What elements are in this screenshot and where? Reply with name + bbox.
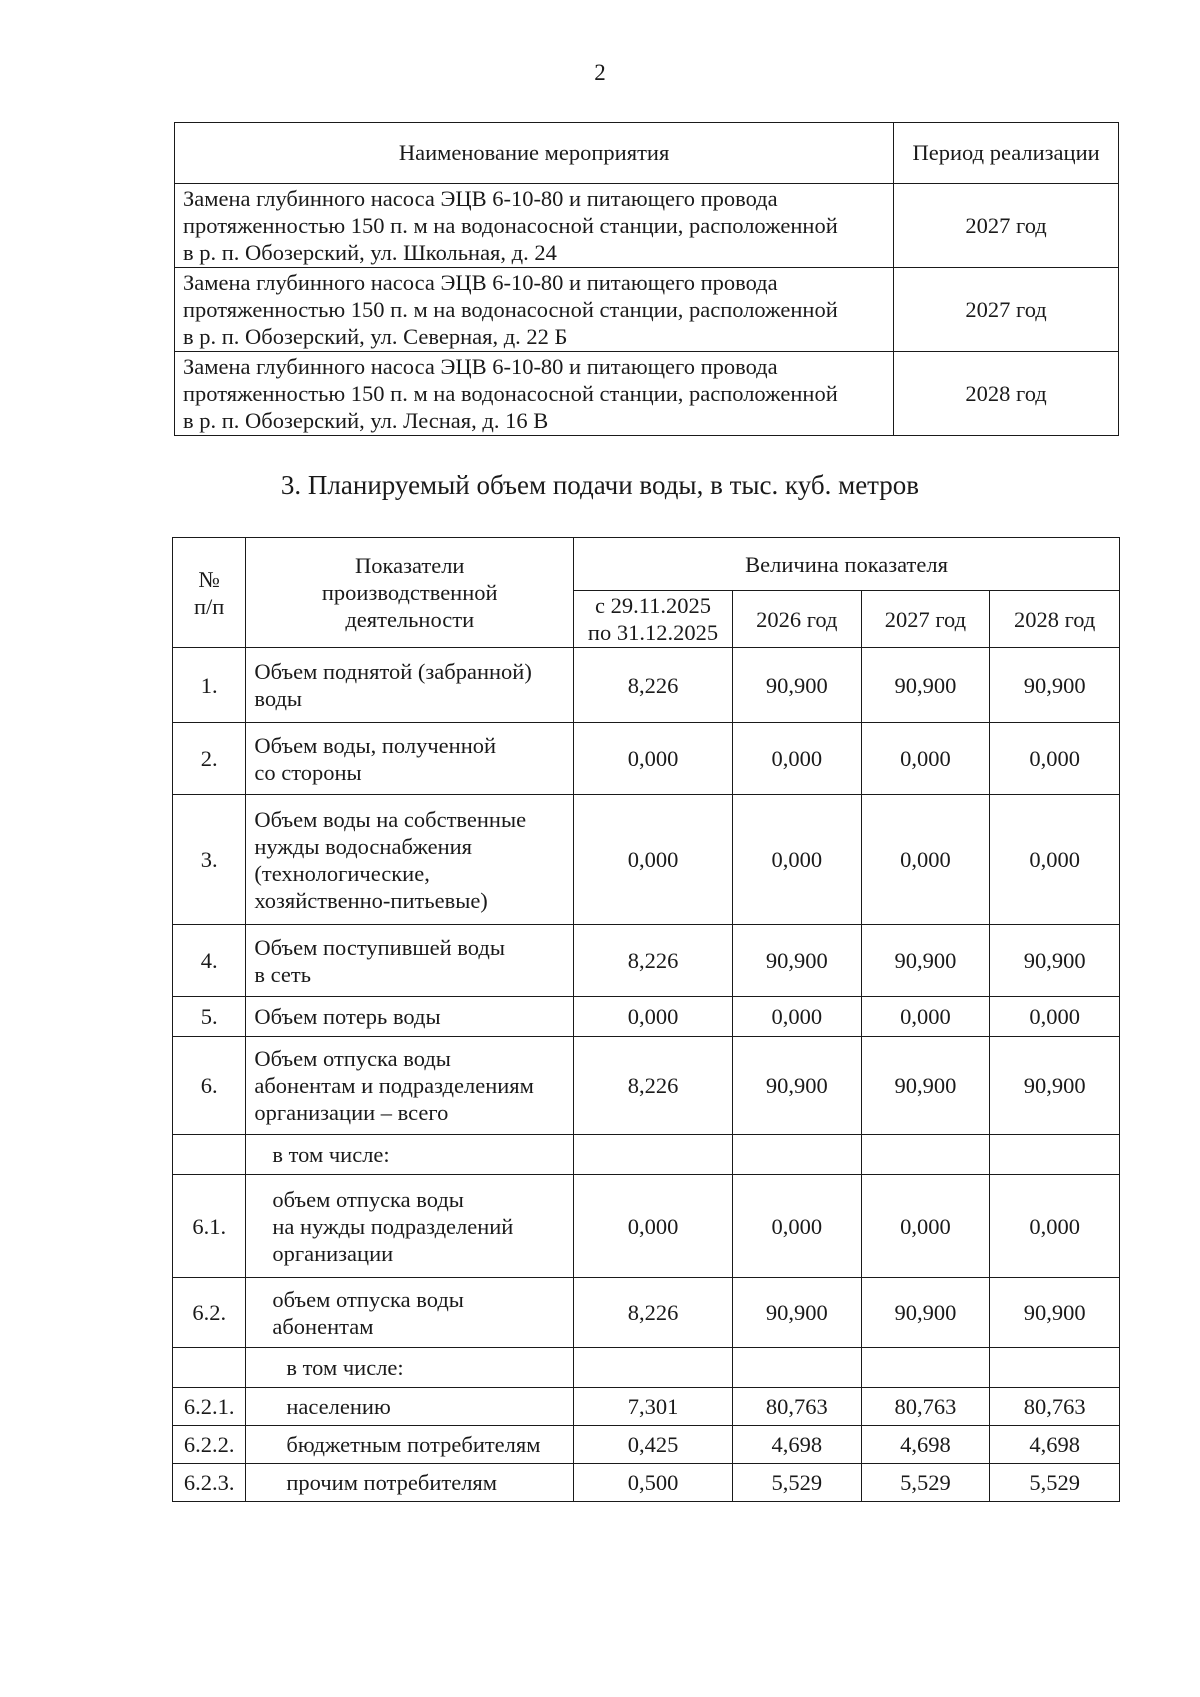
row-value-period-2: 90,900 [732, 648, 861, 723]
header-indicator-line: производственной [321, 580, 498, 605]
row-value-period-2: 0,000 [732, 795, 861, 925]
row-number [173, 1348, 246, 1388]
table-row [173, 795, 1120, 925]
row-value-period-4: 0,000 [990, 1175, 1120, 1278]
row-value-period-3: 80,763 [861, 1388, 990, 1426]
row-value-period-1: 0,000 [574, 723, 733, 795]
header-num [173, 538, 246, 648]
row-value-period-2: 80,763 [732, 1388, 861, 1426]
row-value-period-1: 0,500 [574, 1464, 733, 1502]
measure-name [175, 268, 894, 352]
header-value-group: Величина показателя [574, 538, 1120, 591]
row-indicator [246, 1426, 574, 1464]
row-value-period-3: 4,698 [861, 1426, 990, 1464]
row-indicator [246, 795, 574, 925]
row-value-period-3: 0,000 [861, 1175, 990, 1278]
row-value-period-4: 4,698 [990, 1426, 1120, 1464]
row-value-period-4 [990, 1348, 1120, 1388]
row-value-period-1: 0,000 [574, 997, 733, 1037]
measure-name-line: в р. п. Обозерский, ул. Северная, д. 22 Б [183, 324, 568, 349]
header-row [173, 538, 1120, 591]
table-row [173, 1278, 1120, 1348]
row-indicator [246, 1135, 574, 1175]
measure-name-line: протяженностью 150 п. м на водонасосной станции, расположенной [183, 381, 838, 406]
measure-name-line: протяженностью 150 п. м на водонасосной станции, расположенной [183, 213, 838, 238]
measure-name-line: в р. п. Обозерский, ул. Лесная, д. 16 В [183, 408, 549, 433]
table-row [173, 1348, 1120, 1388]
header-indicator-line: Показатели [355, 553, 465, 578]
header-period-3: 2027 год [861, 591, 990, 648]
header-indicator [246, 538, 574, 648]
row-indicator-line: (технологические, [254, 860, 430, 886]
row-indicator-line: Объем поступившей воды [254, 934, 505, 960]
row-indicator-line: на нужды подразделений [272, 1213, 514, 1239]
water-volume-table [172, 537, 1120, 1502]
header-period-line: по 31.12.2025 [587, 620, 719, 645]
header-period: Период реализации [894, 123, 1119, 184]
measures-table [174, 122, 1119, 436]
row-indicator [246, 648, 574, 723]
table-row [173, 1037, 1120, 1135]
row-value-period-2 [732, 1348, 861, 1388]
row-value-period-4: 90,900 [990, 1037, 1120, 1135]
header-period-1 [574, 591, 733, 648]
row-indicator-line: бюджетным потребителям [286, 1432, 541, 1457]
row-number: 6.2.1. [173, 1388, 246, 1426]
row-value-period-2: 90,900 [732, 925, 861, 997]
measure-name-line: в р. п. Обозерский, ул. Школьная, д. 24 [183, 240, 557, 265]
row-value-period-3: 0,000 [861, 723, 990, 795]
water-volume-body [173, 648, 1120, 1502]
row-indicator-line: населению [286, 1394, 391, 1419]
row-indicator-line: объем отпуска воды [272, 1186, 464, 1212]
row-value-period-3: 90,900 [861, 1278, 990, 1348]
row-indicator-line: организации [272, 1240, 394, 1266]
row-value-period-1: 0,425 [574, 1426, 733, 1464]
row-indicator-line: Объем воды на собственные [254, 806, 527, 832]
table-row [173, 925, 1120, 997]
row-value-period-3 [861, 1135, 990, 1175]
row-number: 5. [173, 997, 246, 1037]
row-indicator-line: Объем потерь воды [254, 1004, 441, 1029]
row-value-period-1: 0,000 [574, 1175, 733, 1278]
row-value-period-2: 90,900 [732, 1278, 861, 1348]
measure-period: 2027 год [894, 268, 1119, 352]
row-indicator [246, 723, 574, 795]
measures-header-row [175, 123, 1119, 184]
row-value-period-2: 0,000 [732, 1175, 861, 1278]
row-value-period-1: 8,226 [574, 925, 733, 997]
row-number: 6.2.2. [173, 1426, 246, 1464]
row-indicator-line: нужды водоснабжения [254, 833, 473, 859]
row-indicator-line: со стороны [254, 759, 362, 785]
table-row [173, 1426, 1120, 1464]
row-value-period-1 [574, 1348, 733, 1388]
table-row [173, 723, 1120, 795]
row-indicator [246, 997, 574, 1037]
measure-name-line: протяженностью 150 п. м на водонасосной станции, расположенной [183, 297, 838, 322]
table-row [173, 1388, 1120, 1426]
row-value-period-4 [990, 1135, 1120, 1175]
row-number: 6. [173, 1037, 246, 1135]
measure-period: 2027 год [894, 184, 1119, 268]
table-row [173, 1464, 1120, 1502]
row-indicator-line: хозяйственно-питьевые) [254, 887, 488, 913]
header-num-line: п/п [194, 593, 225, 619]
page-number: 2 [594, 60, 606, 85]
row-value-period-2: 0,000 [732, 723, 861, 795]
row-value-period-2: 0,000 [732, 997, 861, 1037]
row-indicator [246, 1278, 574, 1348]
header-period-line: с 29.11.2025 [594, 593, 712, 618]
header-num-line: № [198, 566, 220, 592]
row-value-period-2: 5,529 [732, 1464, 861, 1502]
row-indicator-line: воды [254, 686, 303, 711]
row-value-period-2 [732, 1135, 861, 1175]
row-value-period-3: 90,900 [861, 648, 990, 723]
measure-period: 2028 год [894, 352, 1119, 436]
table-row [173, 648, 1120, 723]
row-value-period-4: 90,900 [990, 925, 1120, 997]
row-indicator [246, 1348, 574, 1388]
table-row [173, 1135, 1120, 1175]
row-value-period-3: 90,900 [861, 1037, 990, 1135]
row-number [173, 1135, 246, 1175]
row-value-period-3: 0,000 [861, 795, 990, 925]
row-value-period-1: 8,226 [574, 1278, 733, 1348]
header-period-2: 2026 год [732, 591, 861, 648]
table-row [173, 997, 1120, 1037]
row-number: 4. [173, 925, 246, 997]
table-row [175, 268, 1119, 352]
row-indicator [246, 1175, 574, 1278]
row-value-period-1 [574, 1135, 733, 1175]
row-value-period-4: 90,900 [990, 648, 1120, 723]
row-number: 6.1. [173, 1175, 246, 1278]
row-indicator-line: абонентам [272, 1313, 374, 1339]
row-value-period-1: 8,226 [574, 648, 733, 723]
row-indicator-line: в сеть [254, 961, 311, 987]
row-indicator-line: абонентам и подразделениям [254, 1073, 534, 1098]
row-indicator-line: Объем отпуска воды [254, 1046, 451, 1071]
row-indicator-line: Объем воды, полученной [254, 732, 497, 758]
header-period-4: 2028 год [990, 591, 1120, 648]
measure-name [175, 352, 894, 436]
measure-name [175, 184, 894, 268]
row-value-period-4: 0,000 [990, 723, 1120, 795]
row-value-period-4: 80,763 [990, 1388, 1120, 1426]
row-value-period-4: 0,000 [990, 795, 1120, 925]
row-indicator-line: объем отпуска воды [272, 1286, 464, 1312]
row-value-period-4: 0,000 [990, 997, 1120, 1037]
row-indicator-line: прочим потребителям [286, 1470, 498, 1495]
row-indicator [246, 1037, 574, 1135]
row-value-period-2: 4,698 [732, 1426, 861, 1464]
measure-name-line: Замена глубинного насоса ЭЦВ 6-10-80 и питающего провода [183, 354, 778, 379]
row-number: 1. [173, 648, 246, 723]
measure-name-line: Замена глубинного насоса ЭЦВ 6-10-80 и питающего провода [183, 186, 778, 211]
header-measure-name: Наименование мероприятия [175, 123, 894, 184]
row-indicator-line: организации – всего [254, 1100, 449, 1125]
row-indicator [246, 1464, 574, 1502]
row-indicator-line: в том числе: [286, 1355, 404, 1380]
row-indicator [246, 1388, 574, 1426]
row-number: 6.2. [173, 1278, 246, 1348]
row-indicator-line: в том числе: [272, 1142, 390, 1167]
table-row [173, 1175, 1120, 1278]
row-value-period-3: 0,000 [861, 997, 990, 1037]
measure-name-line: Замена глубинного насоса ЭЦВ 6-10-80 и питающего провода [183, 270, 778, 295]
row-value-period-1: 7,301 [574, 1388, 733, 1426]
row-number: 2. [173, 723, 246, 795]
row-indicator-line: Объем поднятой (забранной) [254, 659, 532, 684]
table-row [175, 352, 1119, 436]
table-row [175, 184, 1119, 268]
row-indicator [246, 925, 574, 997]
row-number: 6.2.3. [173, 1464, 246, 1502]
row-number: 3. [173, 795, 246, 925]
row-value-period-4: 90,900 [990, 1278, 1120, 1348]
row-value-period-3: 5,529 [861, 1464, 990, 1502]
header-indicator-line: деятельности [345, 607, 475, 632]
row-value-period-2: 90,900 [732, 1037, 861, 1135]
row-value-period-1: 8,226 [574, 1037, 733, 1135]
row-value-period-4: 5,529 [990, 1464, 1120, 1502]
row-value-period-1: 0,000 [574, 795, 733, 925]
row-value-period-3 [861, 1348, 990, 1388]
section-title: 3. Планируемый объем подачи воды, в тыс. куб. метров [280, 470, 920, 500]
row-value-period-3: 90,900 [861, 925, 990, 997]
